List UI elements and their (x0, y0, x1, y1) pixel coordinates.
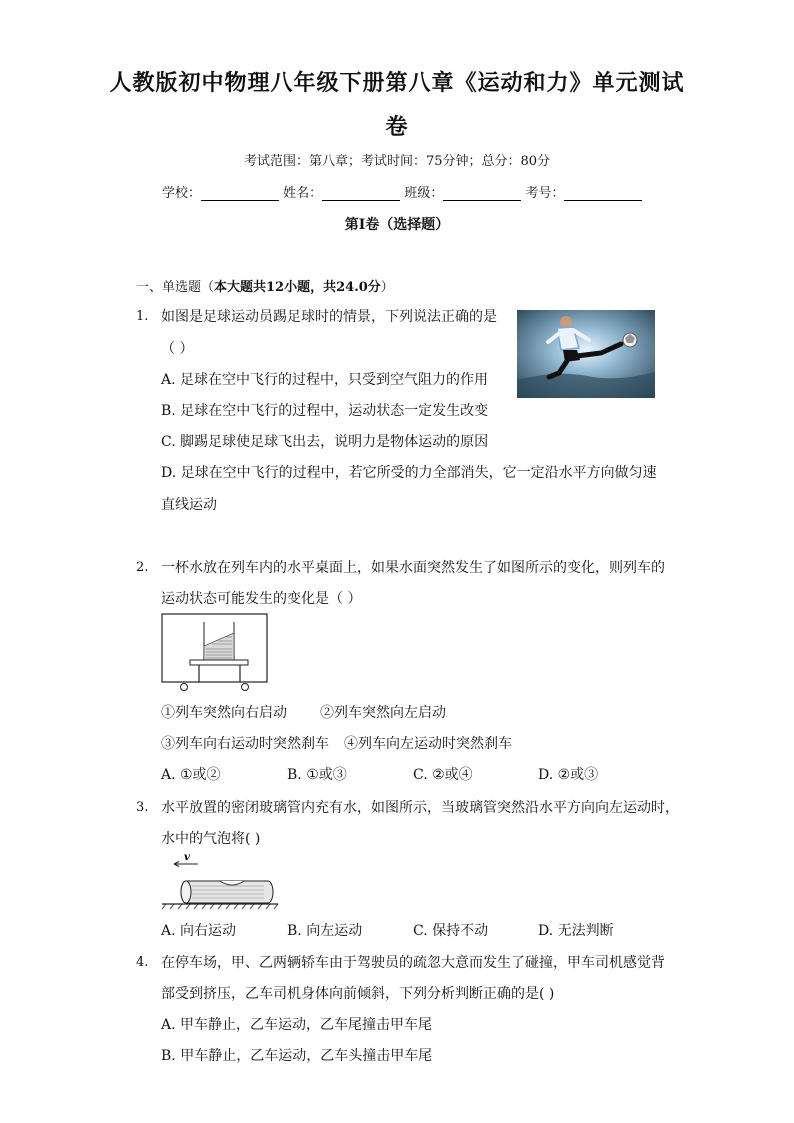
football-player-photo (517, 310, 655, 398)
class-label: 班级： (404, 186, 444, 201)
q1-number: 1. (136, 309, 149, 324)
q3-option-d[interactable]: D. 无法判断 (538, 923, 614, 939)
q3-option-a[interactable]: A. 向右运动 (161, 923, 237, 939)
number-blank[interactable] (564, 186, 642, 201)
q3-number: 3. (136, 800, 149, 815)
q2-stem-line1: 一杯水放在列车内的水平桌面上，如果水面突然发生了如图所示的变化，则列车的 (161, 560, 665, 576)
q2-option-c[interactable]: C. ②或④ (413, 767, 473, 783)
volume-title: 第I卷（选择题） (344, 217, 450, 233)
train-water-diagram (160, 613, 270, 693)
q4-stem-line2: 部受到挤压，乙车司机身体向前倾斜，下列分析判断正确的是( ) (161, 986, 555, 1002)
info-fields (162, 182, 642, 201)
q1-stem-line2: （ ） (161, 341, 194, 357)
section-header (136, 276, 394, 295)
q4-option-a[interactable]: A. 甲车静止，乙车运动，乙车尾撞击甲车尾 (161, 1017, 433, 1033)
q4-option-b[interactable]: B. 甲车静止，乙车运动，乙车头撞击甲车尾 (161, 1048, 433, 1064)
q2-option-b[interactable]: B. ①或③ (287, 767, 347, 783)
q1-option-d-line2[interactable]: 直线运动 (161, 497, 217, 513)
name-blank[interactable] (322, 186, 400, 201)
q2-statement-1: ①列车突然向右启动 (161, 705, 287, 721)
section-label: 一、单选题（ (136, 280, 215, 295)
q2-option-a[interactable]: A. ①或② (161, 767, 221, 783)
q3-option-b[interactable]: B. 向左运动 (287, 923, 363, 939)
q1-option-d-line1[interactable]: D. 足球在空中飞行的过程中，若它所受的力全部消失，它一定沿水平方向做匀速 (161, 465, 657, 481)
glass-tube-diagram (160, 850, 280, 912)
section-close: ） (380, 280, 394, 295)
velocity-label: v (184, 852, 190, 863)
school-label: 学校： (162, 186, 202, 201)
q2-statement-3: ③列车向右运动时突然刹车 (161, 736, 329, 752)
q2-number: 2. (136, 560, 149, 575)
q3-option-c[interactable]: C. 保持不动 (413, 923, 489, 939)
class-blank[interactable] (443, 186, 521, 201)
section-info: 本大题共12小题，共24.0分 (214, 280, 381, 295)
q2-option-d[interactable]: D. ②或③ (538, 767, 599, 783)
q3-stem-line2: 水中的气泡将( ) (161, 831, 261, 847)
school-blank[interactable] (201, 186, 279, 201)
doc-title-line2: 卷 (385, 114, 409, 140)
q1-option-a[interactable]: A. 足球在空中飞行的过程中，只受到空气阻力的作用 (161, 372, 489, 388)
q1-stem-line1: 如图是足球运动员踢足球时的情景，下列说法正确的是 (161, 309, 497, 325)
doc-title-line1: 人教版初中物理八年级下册第八章《运动和力》单元测试 (109, 70, 685, 96)
q2-statement-4: ④列车向左运动时突然刹车 (344, 736, 512, 752)
q4-number: 4. (136, 955, 149, 970)
q1-option-b[interactable]: B. 足球在空中飞行的过程中，运动状态一定发生改变 (161, 403, 489, 419)
q3-stem-line1: 水平放置的密闭玻璃管内充有水，如图所示，当玻璃管突然沿水平方向向左运动时， (161, 800, 679, 816)
name-label: 姓名： (283, 186, 323, 201)
q2-statement-2: ②列车突然向左启动 (320, 705, 446, 721)
q4-stem-line1: 在停车场，甲、乙两辆轿车由于驾驶员的疏忽大意而发生了碰撞，甲车司机感觉背 (161, 955, 665, 971)
q1-option-c[interactable]: C. 脚踢足球使足球飞出去，说明力是物体运动的原因 (161, 434, 489, 450)
number-label: 考号： (525, 186, 565, 201)
q2-stem-line2: 运动状态可能发生的变化是（ ） (161, 591, 362, 607)
exam-info: 考试范围：第八章；考试时间：75分钟；总分：80分 (243, 154, 551, 169)
